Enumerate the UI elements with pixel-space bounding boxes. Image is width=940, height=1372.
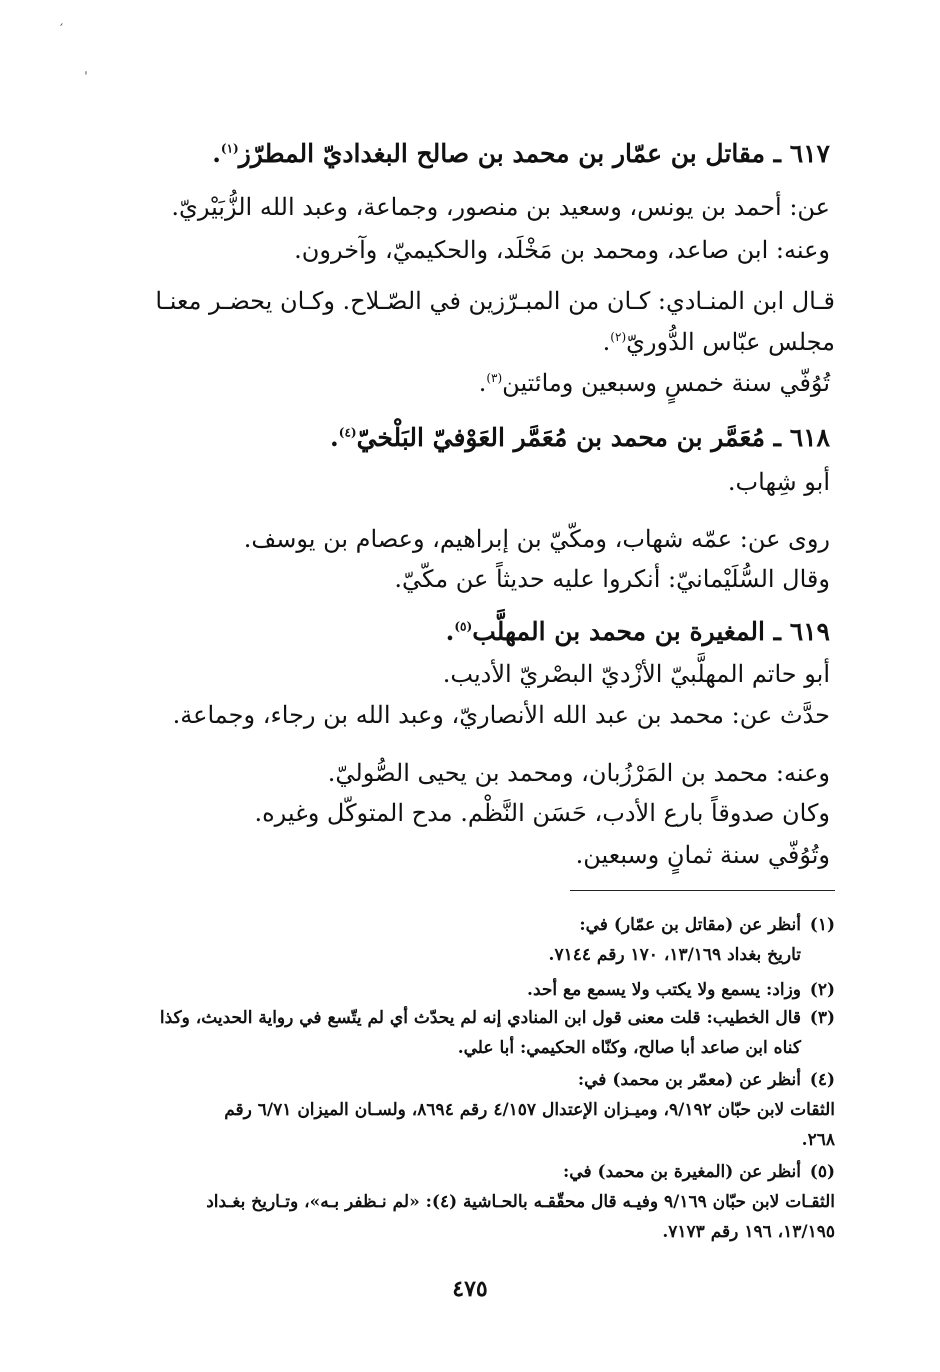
footnote-ref-5: (٥) (454, 619, 473, 634)
sentence-period: . (602, 328, 611, 356)
footnote-text: قال الخطيب: قلت معنى قول ابن المنادي إنه لم يحدّث أي لم يتّسع في رواية الحديث، وكذا (159, 1008, 801, 1028)
entry-618-heading (330, 421, 830, 455)
footnote-text: أنظر عن (المغيرة بن محمد) في: (563, 1162, 801, 1182)
footnote-1-cont: تاريخ بغداد ١٣/١٦٩، ١٧٠ رقم ٧١٤٤. (548, 945, 801, 965)
scan-speck: ˈ (84, 70, 88, 86)
entry-619-title: ٦١٩ ـ المغيرة بن محمد بن المهلَّب (472, 617, 830, 646)
footnote-text: أنظر عن (معمّر بن محمد) في: (577, 1070, 801, 1090)
entry-617-line: وعنه: ابن صاعد، ومحمد بن مَخْلَد، والحكيميّ، وآخرون. (294, 236, 830, 264)
entry-618-title: ٦١٨ ـ مُعَمَّر بن محمد بن مُعَمَّر العَوْفيّ البَلْخيّ (356, 423, 830, 452)
sentence-period: . (478, 369, 487, 397)
entry-619-heading (446, 615, 830, 649)
footnote-3-cont: كناه ابن صاعد أبا صالح، وكنّاه الحكيمي: أبا علي. (457, 1038, 801, 1058)
entry-618-line: روى عن: عمّه شهاب، ومكّيّ بن إبراهيم، وعصام بن يوسف. (243, 525, 830, 553)
footnote-ref-1: (١) (220, 141, 239, 156)
footnote-divider (570, 890, 835, 891)
footnote-number: (٢) (809, 980, 835, 1000)
heading-period: . (445, 617, 455, 646)
entry-619-line: حدَّث عن: محمد بن عبد الله الأنصاريّ، وعبد الله بن رجاء، وجماعة. (172, 701, 830, 729)
entry-617-line (479, 366, 830, 400)
footnote-5-cont: الثقـات لابن حبّان ٩/١٦٩ وفيـه قال محقّقـه بالحـاشية (٤): «لم نـظفر بـه»، وتـاريخ بغـداد (206, 1192, 835, 1212)
entry-617-line (603, 325, 835, 359)
footnote-ref-4: (٤) (338, 425, 357, 440)
footnote-4 (578, 1067, 835, 1093)
entry-618-line: وقال السُّلَيْمانيّ: أنكروا عليه حديثاً عن مكّيّ. (394, 565, 830, 593)
entry-618-line: أبو شِهاب. (727, 468, 830, 496)
page-number: ٤٧٥ (452, 1276, 488, 1302)
footnote-1 (579, 912, 835, 938)
footnote-number: (١) (809, 915, 835, 935)
footnote-4-cont: الثقات لابن حبّان ٩/١٩٢، وميـزان الإعتدال ٤/١٥٧ رقم ٨٦٩٤، ولسـان الميزان ٦/٧١ رقم (224, 1100, 835, 1120)
entry-619-line: وكان صدوقاً بارع الأدب، حَسَن النَّظْم. مدح المتوكّل وغيره. (254, 799, 830, 827)
footnote-number: (٤) (809, 1070, 835, 1090)
footnote-4-cont: ٢٦٨. (801, 1130, 835, 1150)
footnote-3 (160, 1005, 835, 1031)
footnote-2 (527, 977, 835, 1003)
entry-617-text: مجلس عبّاس الدُّوريّ (626, 328, 835, 356)
footnote-number: (٣) (809, 1008, 835, 1028)
heading-period: . (330, 423, 339, 452)
footnote-number: (٥) (809, 1162, 835, 1182)
footnote-ref-3: (٣) (486, 371, 503, 385)
footnote-ref-2: (٢) (610, 330, 627, 344)
footnote-5-cont: ١٣/١٩٥، ١٩٦ رقم ٧١٧٣. (662, 1222, 835, 1242)
footnote-text: وزاد: يسمع ولا يكتب ولا يسمع مع أحد. (527, 980, 801, 1000)
entry-617-heading (212, 137, 830, 171)
entry-617-text: تُوُفّي سنة خمسٍ وسبعين ومائتين (502, 369, 830, 397)
footnote-text: أنظر عن (مقاتل بن عمّار) في: (579, 915, 801, 935)
scan-speck: ′ (60, 22, 64, 38)
entry-617-line: قـال ابن المنـادي: كـان من المبـرّزين في الصّـلاح. وكـان يحضـر معنـا (155, 287, 835, 315)
heading-period: . (212, 139, 221, 168)
entry-619-line: وتُوُفّي سنة ثمانٍ وسبعين. (575, 841, 830, 869)
entry-617-title: ٦١٧ ـ مقاتل بن عمّار بن محمد بن صالح البغداديّ المطرّز (238, 139, 830, 168)
entry-617-line: عن: أحمد بن يونس، وسعيد بن منصور، وجماعة، وعبد الله الزُّبَيْريّ. (171, 193, 830, 221)
entry-619-line: أبو حاتم المهلَّبيّ الأزْديّ البصْريّ الأديب. (442, 660, 830, 688)
footnote-5 (563, 1159, 835, 1185)
entry-619-line: وعنه: محمد بن المَرْزُبان، ومحمد بن يحيى الصُّوليّ. (327, 759, 830, 787)
